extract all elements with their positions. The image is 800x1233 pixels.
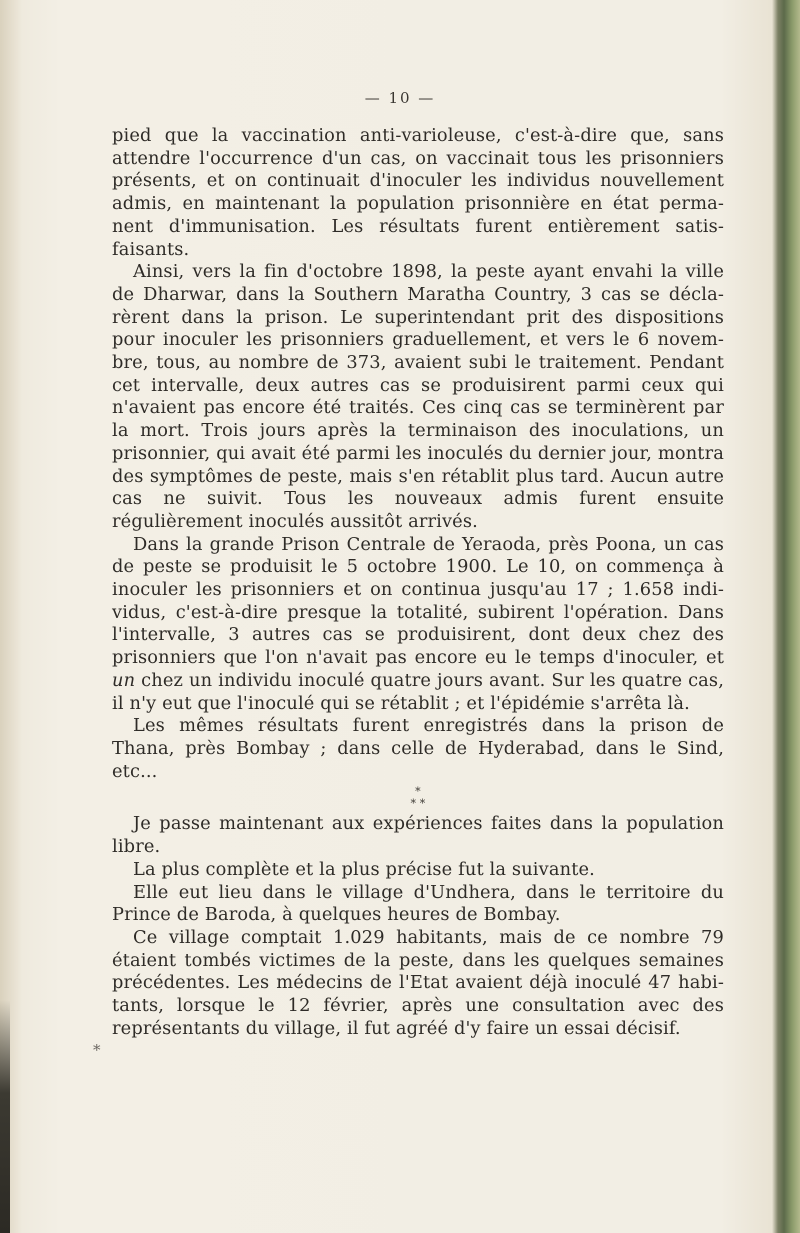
paragraph-3-main: Dans la grande Prison Centrale de Yeraoda, près Poona, un cas de peste se produisit le 5 octobre 1900. Le 10, on commença à inoculer les prisonniers et on continua jusqu'au 17 ; 1.658 indi- vidus, c'est-à-dire presque la totalité, subirent l'opération. Dans l'intervalle, 3 autres cas se produisirent, dont deux chez des prisonniers que l'on n'avait pas encore eu le temps d'inoculer, [112, 533, 724, 669]
paragraph-1: pied que la vaccination anti-varioleuse, c'est-à-dire que, sans attendre l'occurrence d'un cas, on vaccinait tous les prisonniers présents, et on continuait d'inoculer les individus nouvellement admis, en maintenant la population prisonnière en état perma- nent d'immunisation. Les résultats furent entièrement satis- faisants. [112, 125, 724, 260]
paragraph-3-italic: un [112, 669, 136, 691]
binding-shadow [0, 1000, 10, 1233]
paragraph-7: Elle eut lieu dans le village d'Undhera, dans le territoire du Prince de Baroda, à quelques heures de Bombay. [112, 881, 724, 926]
paragraph-4: Les mêmes résultats furent enregistrés dans la prison de Thana, près Bombay ; dans celle de Hyderabad, dans le Sind, etc... [112, 715, 724, 782]
body-text [112, 125, 724, 1040]
page-right-edge [772, 0, 800, 1233]
paragraph-2: Ainsi, vers la fin d'octobre 1898, la peste ayant envahi la ville de Dharwar, dans la Southern Maratha Country, 3 cas se décla- rèrent dans la prison. Le superintendant prit des dispositions pour inoculer les prisonniers graduellement, et vers le 6 novem- bre, tous, au nombre de 373, avaient subi le traitement. Pendant cet intervalle, deux autres cas se produisirent parmi ceux qui n'avaient pas encore été traités. Ces cinq cas se terminèrent par la mort. Trois jours après la terminaison des inoculations, un prisonnier, qui avait été parmi les inoculés du dernier jour, montra des symptômes de peste, mais s'en rétablit plus tard. Aucun autre cas ne suivit. Tous les nouveaux admis furent ensuite régulièrement inoculés aussitôt arrivés. [112, 261, 724, 532]
page-number: — 10 — [364, 89, 436, 107]
paragraph-3 [112, 534, 724, 716]
paragraph-8: Ce village comptait 1.029 habitants, mais de ce nombre 79 étaient tombés victimes de la peste, dans les quelques semaines précédentes. Les médecins de l'Etat avaient déjà inoculé 47 habi- tants, lorsque le 12 février, après une consultation avec des représentants du village, il fut agréé d'y faire un essai décisif. [112, 926, 724, 1039]
margin-mark: * [93, 1041, 101, 1059]
paragraph-3-end: chez un individu inoculé quatre jours avant. Sur les quatre cas, il n'y eut que l'inoculé qui se rétablit ; et l'épidémie s'arrêta là. [112, 669, 724, 714]
paragraph-6: La plus complète et la plus précise fut la suivante. [133, 858, 595, 880]
section-separator [112, 786, 724, 810]
paragraph-5: Je passe maintenant aux expériences faites dans la population libre. [112, 813, 724, 858]
paragraph-3-et: et [706, 647, 725, 669]
separator-star-bottom: * * [410, 797, 426, 811]
separator-star-top: * [415, 785, 421, 799]
